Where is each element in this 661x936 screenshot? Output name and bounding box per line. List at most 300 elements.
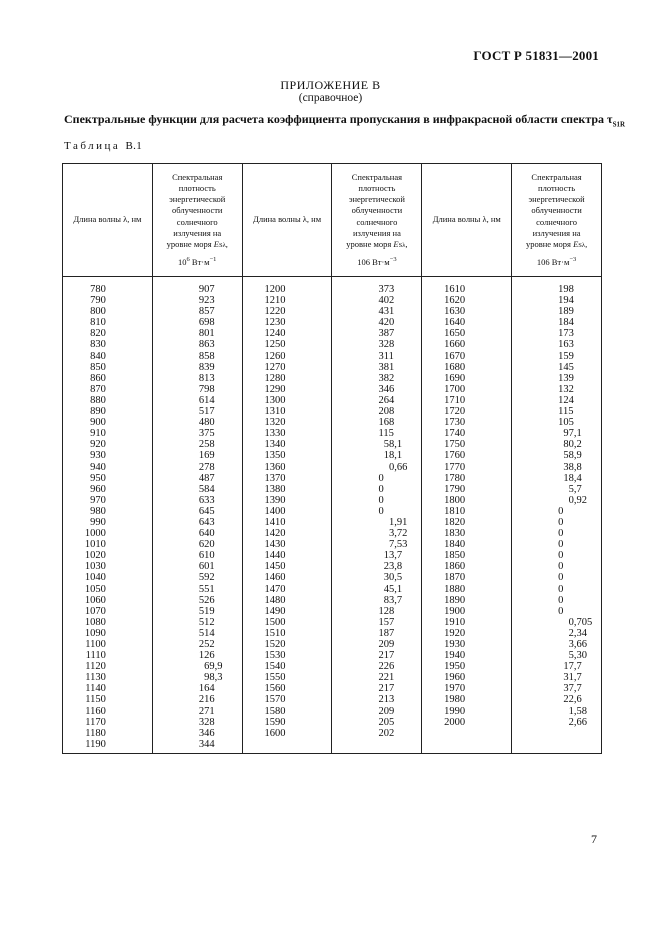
wavelength-cell: 1500 <box>264 616 286 628</box>
irradiance-cell: 487 <box>198 472 215 484</box>
wavelength-cell: 1230 <box>264 317 286 329</box>
wavelength-cell: 1940 <box>444 650 466 662</box>
wavelength-cell: 1010 <box>84 539 106 551</box>
wavelength-cell: 1020 <box>84 550 106 562</box>
irradiance-cell: 115 <box>558 406 574 418</box>
wavelength-cell: 900 <box>90 417 106 429</box>
irradiance-cell: 620 <box>198 539 215 551</box>
wavelength-cell: 1180 <box>85 727 106 739</box>
irradiance-cell: 157 <box>378 616 395 628</box>
wavelength-cell: 1580 <box>264 705 286 717</box>
wavelength-cell: 1450 <box>264 561 286 573</box>
header-line: энергетической <box>348 194 405 205</box>
section-title-subscript: S1R <box>612 120 626 129</box>
unit-text: 106 Вт·м <box>357 257 390 268</box>
irradiance-cell: 512 <box>198 616 215 628</box>
irradiance-cell: 209 <box>378 639 395 650</box>
irradiance-cell: 23,8 <box>378 561 403 573</box>
wavelength-cell: 1540 <box>264 661 286 673</box>
wavelength-cell: 1810 <box>444 505 466 517</box>
wavelength-cell: 1390 <box>264 494 286 506</box>
wavelength-cell: 1870 <box>444 572 466 584</box>
irradiance-cell: 645 <box>198 505 215 517</box>
header-wavelength-1: Длина волны λ, нм <box>63 164 153 277</box>
irradiance-cell: 213 <box>378 694 395 706</box>
irradiance-cell: 2,34 <box>558 627 588 639</box>
irradiance-cell: 923 <box>198 295 215 307</box>
irradiance-cell: 420 <box>378 317 395 329</box>
irradiance-cell: 217 <box>378 650 395 662</box>
irradiance-cell: 0 <box>558 572 564 584</box>
header-line: Спектральная <box>172 171 223 182</box>
wavelength-cell: 1750 <box>444 439 466 451</box>
irradiance-cell: 798 <box>198 383 215 395</box>
header-irradiance-2 <box>332 164 422 277</box>
header-irradiance-1 <box>152 164 242 277</box>
irradiance-cell: 0 <box>558 594 564 606</box>
header-line: уровне моря ESλ, <box>166 238 228 249</box>
wavelength-cell: 950 <box>90 472 106 484</box>
header-line: солнечного <box>176 216 218 227</box>
irradiance-column-1 <box>152 277 242 754</box>
header-unit <box>514 254 599 268</box>
header-line-text: уровне моря <box>346 238 392 249</box>
wavelength-cell: 1970 <box>444 683 466 695</box>
wavelength-cell: 1490 <box>264 605 286 617</box>
irradiance-cell: 346 <box>378 383 395 395</box>
irradiance-cell: 13,7 <box>378 550 403 562</box>
irradiance-cell: 173 <box>558 328 574 340</box>
header-line: излучения на <box>352 227 401 238</box>
wavelength-cell: 1680 <box>444 361 466 373</box>
spectral-table <box>62 163 602 754</box>
wavelength-cell: 1960 <box>444 672 466 684</box>
header-line: Спектральная <box>531 171 582 182</box>
irradiance-cell: 98,3 <box>198 672 223 684</box>
header-line-text: уровне моря <box>166 238 212 249</box>
irradiance-cell: 5,7 <box>558 483 582 495</box>
wavelength-cell: 1530 <box>264 650 286 662</box>
section-title-text: Спектральные функции для расчета коэффициента пропускания в инфракрасной области спектра τ <box>64 112 613 126</box>
irradiance-cell: 252 <box>198 639 215 650</box>
irradiance-cell: 3,72 <box>378 528 408 540</box>
wavelength-cell: 890 <box>90 406 106 418</box>
wavelength-cell: 1110 <box>85 650 106 662</box>
document-code: ГОСТ Р 51831—2001 <box>473 48 599 63</box>
irradiance-cell: 431 <box>378 306 395 318</box>
header-line-text: уровне моря <box>525 238 571 249</box>
wavelength-cell: 1440 <box>264 550 286 562</box>
wavelength-cell: 860 <box>90 372 106 384</box>
irradiance-cell: 145 <box>558 361 574 373</box>
table-body-row <box>63 277 602 754</box>
wavelength-cell: 1610 <box>444 284 466 295</box>
irradiance-cell: 0 <box>378 494 384 506</box>
header-wavelength-2: Длина волны λ, нм <box>242 164 332 277</box>
appendix-subtitle: (справочное) <box>298 92 363 104</box>
wavelength-cell: 880 <box>90 394 106 406</box>
wavelength-cell: 1480 <box>264 594 286 606</box>
wavelength-cell: 1370 <box>264 472 286 484</box>
irradiance-cell: 0,705 <box>558 616 593 628</box>
irradiance-symbol-subscript: Sλ <box>578 241 586 249</box>
wavelength-cell: 1990 <box>444 705 466 717</box>
wavelength-cell: 1060 <box>84 594 106 606</box>
wavelength-cell: 800 <box>90 306 106 318</box>
wavelength-cell: 1210 <box>264 295 286 307</box>
wavelength-cell: 870 <box>90 383 106 395</box>
header-wavelength-3: Длина волны λ, нм <box>422 164 512 277</box>
irradiance-cell: 0 <box>558 561 564 573</box>
irradiance-cell: 0 <box>378 505 384 517</box>
irradiance-cell: 163 <box>558 339 574 351</box>
wavelength-cell: 1550 <box>264 672 286 684</box>
wavelength-cell: 1070 <box>84 605 106 617</box>
irradiance-cell: 2,66 <box>558 716 588 728</box>
wavelength-cell: 1630 <box>444 306 466 318</box>
wavelength-cell: 1120 <box>85 661 106 673</box>
wavelength-cell: 1670 <box>444 350 466 362</box>
wavelength-cell: 1460 <box>264 572 286 584</box>
irradiance-cell: 58,1 <box>378 439 403 451</box>
wavelength-cell: 1260 <box>264 350 286 362</box>
table-label <box>64 140 142 152</box>
irradiance-cell: 128 <box>378 605 395 617</box>
wavelength-cell: 1690 <box>444 372 466 384</box>
irradiance-cell: 514 <box>198 627 215 639</box>
wavelength-cell: 1800 <box>444 494 466 506</box>
irradiance-cell: 801 <box>198 328 215 340</box>
wavelength-cell: 910 <box>90 428 106 440</box>
irradiance-cell: 601 <box>198 561 215 573</box>
wavelength-cell: 1330 <box>264 428 286 440</box>
header-line: излучения на <box>173 227 222 238</box>
irradiance-cell: 3,66 <box>558 639 588 650</box>
irradiance-cell: 381 <box>378 361 395 373</box>
irradiance-symbol: E <box>393 238 399 249</box>
irradiance-cell: 0 <box>378 483 384 495</box>
irradiance-column-2 <box>332 277 422 754</box>
irradiance-cell: 0 <box>558 516 564 528</box>
wavelength-cell: 1380 <box>264 483 286 495</box>
irradiance-cell: 346 <box>198 727 215 739</box>
irradiance-cell: 633 <box>198 494 215 506</box>
irradiance-cell: 189 <box>558 306 574 318</box>
irradiance-cell: 0 <box>378 472 384 484</box>
wavelength-cell: 850 <box>90 361 106 373</box>
unit-text: Вт·м <box>189 257 210 268</box>
table-label-number: В.1 <box>125 140 143 152</box>
irradiance-cell: 258 <box>198 439 215 451</box>
wavelength-cell: 1430 <box>264 539 286 551</box>
irradiance-symbol: E <box>573 238 579 249</box>
wavelength-cell: 980 <box>90 505 106 517</box>
wavelength-column-3 <box>422 277 512 754</box>
irradiance-cell: 209 <box>378 705 395 717</box>
wavelength-cell: 1200 <box>264 284 286 295</box>
irradiance-cell: 105 <box>558 417 574 429</box>
wavelength-cell: 1820 <box>444 516 466 528</box>
wavelength-cell: 1220 <box>264 306 286 318</box>
wavelength-cell: 1640 <box>444 317 466 329</box>
irradiance-cell: 31,7 <box>558 672 582 684</box>
irradiance-cell: 221 <box>378 672 395 684</box>
wavelength-cell: 1320 <box>264 417 286 429</box>
irradiance-cell: 184 <box>558 317 574 329</box>
wavelength-cell: 1930 <box>444 639 466 650</box>
wavelength-cell: 1650 <box>444 328 466 340</box>
header-line: плотность <box>358 182 396 193</box>
irradiance-cell: 387 <box>378 328 395 340</box>
irradiance-cell: 69,9 <box>198 661 223 673</box>
irradiance-cell: 857 <box>198 306 215 318</box>
wavelength-cell: 1840 <box>444 539 466 551</box>
wavelength-cell: 1130 <box>85 672 106 684</box>
wavelength-cell: 920 <box>90 439 106 451</box>
irradiance-cell: 0 <box>558 539 564 551</box>
wavelength-cell: 1080 <box>84 616 106 628</box>
irradiance-cell: 169 <box>198 450 215 462</box>
wavelength-cell: 1710 <box>444 394 466 406</box>
section-title <box>64 112 625 128</box>
irradiance-cell: 22,6 <box>558 694 582 706</box>
wavelength-column-2 <box>242 277 332 754</box>
wavelength-cell: 1420 <box>264 528 286 540</box>
wavelength-cell: 1780 <box>444 472 466 484</box>
wavelength-cell: 1240 <box>264 328 286 340</box>
wavelength-cell: 780 <box>90 284 106 295</box>
wavelength-cell: 1040 <box>84 572 106 584</box>
irradiance-cell: 643 <box>198 516 215 528</box>
wavelength-cell: 830 <box>90 339 106 351</box>
irradiance-cell: 907 <box>198 284 215 295</box>
header-line: облученности <box>531 205 582 216</box>
wavelength-cell: 1790 <box>444 483 466 495</box>
irradiance-symbol-subscript: Sλ <box>398 241 406 249</box>
wavelength-cell: 1300 <box>264 394 286 406</box>
wavelength-cell: 1890 <box>444 594 466 606</box>
irradiance-cell: 124 <box>558 394 574 406</box>
header-line: облученности <box>351 205 403 216</box>
header-line: плотность <box>178 182 216 193</box>
irradiance-cell: 139 <box>558 372 574 384</box>
irradiance-cell: 18,1 <box>378 450 403 462</box>
unit-power: 6 <box>186 256 190 264</box>
wavelength-cell: 1400 <box>264 505 286 517</box>
wavelength-cell: 1830 <box>444 528 466 540</box>
irradiance-cell: 858 <box>198 350 215 362</box>
table-header-row <box>63 164 602 277</box>
irradiance-cell: 30,5 <box>378 572 403 584</box>
irradiance-cell: 402 <box>378 295 395 307</box>
header-line: солнечного <box>356 216 398 227</box>
irradiance-cell: 311 <box>378 350 394 362</box>
wavelength-cell: 1050 <box>84 583 106 595</box>
wavelength-cell: 1520 <box>264 639 286 650</box>
wavelength-cell: 790 <box>90 295 106 307</box>
irradiance-cell: 526 <box>198 594 215 606</box>
wavelength-cell: 1350 <box>264 450 286 462</box>
header-line: плотность <box>538 182 576 193</box>
wavelength-cell: 1760 <box>444 450 466 462</box>
wavelength-cell: 1030 <box>84 561 106 573</box>
irradiance-cell: 80,2 <box>558 439 582 451</box>
wavelength-cell: 1100 <box>85 639 106 650</box>
wavelength-cell: 1880 <box>444 583 466 595</box>
irradiance-cell: 38,8 <box>558 461 582 473</box>
irradiance-symbol-subscript: Sλ <box>218 241 226 249</box>
wavelength-cell: 1980 <box>444 694 466 706</box>
unit-base: 10 <box>178 257 187 268</box>
irradiance-cell: 278 <box>198 461 215 473</box>
wavelength-cell: 1920 <box>444 627 466 639</box>
irradiance-cell: 0,92 <box>558 494 588 506</box>
irradiance-cell: 226 <box>378 661 395 673</box>
irradiance-cell: 132 <box>558 383 574 395</box>
wavelength-cell: 1170 <box>85 716 106 728</box>
wavelength-column-1 <box>63 277 153 754</box>
table-label-word: Таблица <box>64 140 121 152</box>
wavelength-cell: 1470 <box>264 583 286 595</box>
irradiance-cell: 640 <box>198 528 215 540</box>
header-line: уровне моря ESλ, <box>525 238 588 249</box>
wavelength-cell: 1340 <box>264 439 286 451</box>
irradiance-cell: 97,1 <box>558 428 582 440</box>
wavelength-cell: 1600 <box>264 727 286 739</box>
wavelength-cell: 970 <box>90 494 106 506</box>
irradiance-cell: 382 <box>378 372 395 384</box>
wavelength-cell: 1910 <box>444 616 466 628</box>
irradiance-cell: 168 <box>378 417 395 429</box>
wavelength-cell: 1570 <box>264 694 286 706</box>
unit-exponent: −3 <box>389 256 397 264</box>
wavelength-cell: 1620 <box>444 295 466 307</box>
wavelength-cell: 1590 <box>264 716 286 728</box>
header-line: энергетической <box>169 194 226 205</box>
irradiance-cell: 863 <box>198 339 215 351</box>
irradiance-cell: 159 <box>558 350 574 362</box>
wavelength-cell: 1310 <box>264 406 286 418</box>
wavelength-cell: 1410 <box>264 516 286 528</box>
irradiance-cell: 0 <box>558 550 564 562</box>
header-line: уровне моря ESλ, <box>346 238 408 249</box>
irradiance-cell: 519 <box>198 605 215 617</box>
irradiance-cell: 164 <box>198 683 215 695</box>
irradiance-cell: 375 <box>198 428 215 440</box>
unit-exponent: −1 <box>209 256 217 264</box>
wavelength-cell: 1000 <box>84 528 106 540</box>
wavelength-cell: 1720 <box>444 406 466 418</box>
irradiance-cell: 517 <box>198 406 215 418</box>
wavelength-cell: 1950 <box>444 661 466 673</box>
wavelength-cell: 1900 <box>444 605 466 617</box>
irradiance-cell: 115 <box>378 428 394 440</box>
wavelength-cell: 930 <box>90 450 106 462</box>
irradiance-cell: 37,7 <box>558 683 582 695</box>
wavelength-cell: 1290 <box>264 383 286 395</box>
irradiance-cell: 592 <box>198 572 215 584</box>
wavelength-cell: 960 <box>90 483 106 495</box>
irradiance-cell: 198 <box>558 284 574 295</box>
irradiance-cell: 208 <box>378 406 395 418</box>
wavelength-cell: 1850 <box>444 550 466 562</box>
irradiance-cell: 45,1 <box>378 583 403 595</box>
wavelength-cell: 1140 <box>85 683 106 695</box>
header-line: энергетической <box>528 194 585 205</box>
irradiance-cell: 0 <box>558 528 564 540</box>
irradiance-cell: 187 <box>378 627 395 639</box>
irradiance-cell: 0,66 <box>378 461 408 473</box>
irradiance-cell: 264 <box>378 394 395 406</box>
wavelength-cell: 990 <box>90 516 106 528</box>
wavelength-cell: 810 <box>90 317 106 329</box>
irradiance-cell: 18,4 <box>558 472 582 484</box>
wavelength-cell: 1280 <box>264 372 286 384</box>
wavelength-cell: 1160 <box>85 705 106 717</box>
wavelength-cell: 940 <box>90 461 106 473</box>
irradiance-cell: 205 <box>378 716 395 728</box>
irradiance-cell: 202 <box>378 727 395 739</box>
page-number: 7 <box>591 832 597 846</box>
header-line: Спектральная <box>351 171 403 182</box>
wavelength-cell: 1190 <box>85 738 106 750</box>
irradiance-cell: 5,30 <box>558 650 588 662</box>
wavelength-cell: 1660 <box>444 339 466 351</box>
irradiance-cell: 7,53 <box>378 539 408 551</box>
irradiance-column-3 <box>512 277 602 754</box>
irradiance-cell: 17,7 <box>558 661 582 673</box>
wavelength-cell: 1560 <box>264 683 286 695</box>
irradiance-cell: 328 <box>198 716 215 728</box>
wavelength-cell: 1740 <box>444 428 466 440</box>
header-unit <box>334 254 419 268</box>
header-line: излучения на <box>532 227 581 238</box>
irradiance-cell: 1,58 <box>558 705 588 717</box>
unit-text: 106 Вт·м <box>536 257 570 268</box>
irradiance-cell: 610 <box>198 550 215 562</box>
wavelength-cell: 1510 <box>264 627 286 639</box>
irradiance-cell: 0 <box>558 505 564 517</box>
irradiance-cell: 839 <box>198 361 215 373</box>
irradiance-cell: 217 <box>378 683 395 695</box>
unit-exponent: −3 <box>569 256 577 264</box>
irradiance-cell: 480 <box>198 417 215 429</box>
irradiance-cell: 216 <box>198 694 215 706</box>
irradiance-cell: 271 <box>198 705 215 717</box>
wavelength-cell: 1090 <box>84 627 106 639</box>
irradiance-cell: 551 <box>198 583 215 595</box>
appendix-title: ПРИЛОЖЕНИЕ В <box>280 78 381 92</box>
header-unit <box>155 254 240 268</box>
irradiance-cell: 0 <box>558 583 564 595</box>
wavelength-cell: 1860 <box>444 561 466 573</box>
header-line: облученности <box>171 205 223 216</box>
irradiance-cell: 0 <box>558 605 564 617</box>
irradiance-cell: 614 <box>198 394 215 406</box>
irradiance-cell: 126 <box>198 650 215 662</box>
irradiance-cell: 698 <box>198 317 215 329</box>
wavelength-cell: 1270 <box>264 361 286 373</box>
irradiance-cell: 1,91 <box>378 516 408 528</box>
wavelength-cell: 1700 <box>444 383 466 395</box>
irradiance-cell: 584 <box>198 483 215 495</box>
irradiance-cell: 344 <box>198 738 215 750</box>
irradiance-cell: 813 <box>198 372 215 384</box>
wavelength-cell: 820 <box>90 328 106 340</box>
wavelength-cell: 1770 <box>444 461 466 473</box>
wavelength-cell: 2000 <box>444 716 466 728</box>
header-line: солнечного <box>536 216 577 227</box>
